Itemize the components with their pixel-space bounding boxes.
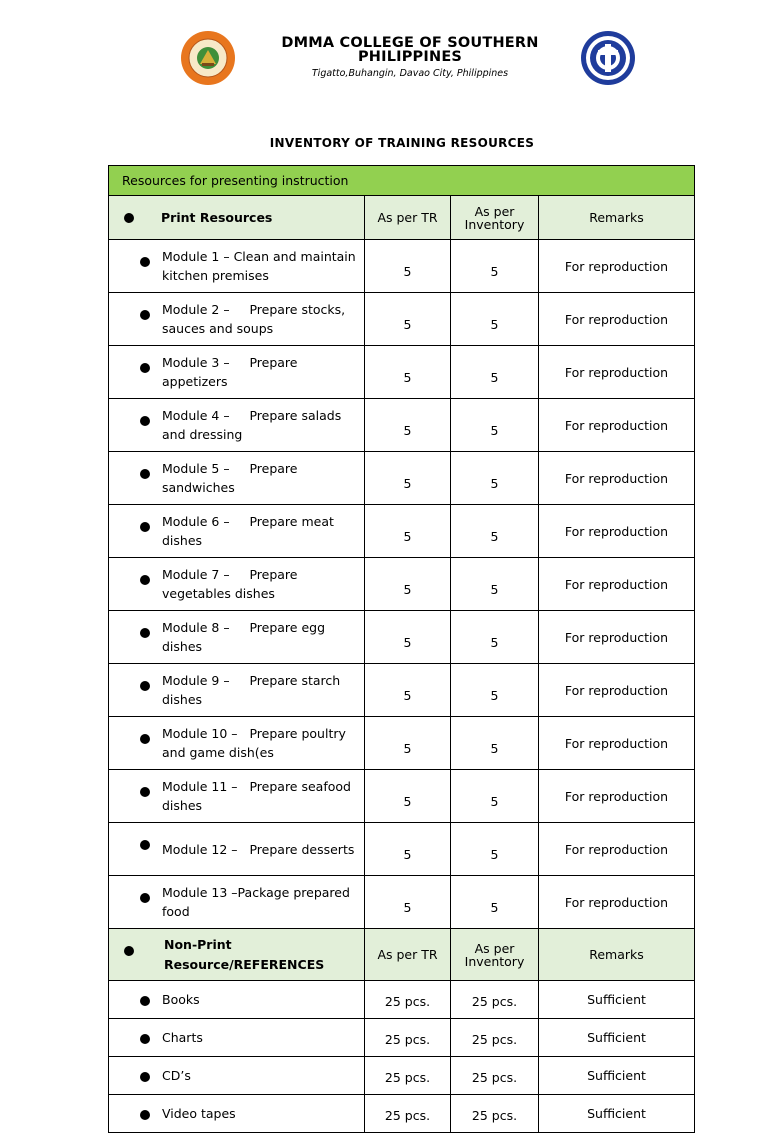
qty-as-per-inventory: 25 pcs. — [451, 1019, 539, 1057]
resource-name: Module 1 – Clean and maintain kitchen premises — [162, 249, 360, 283]
section-banner: Resources for presenting instruction — [109, 166, 695, 196]
col-as-per-inventory: As per Inventory — [451, 929, 539, 981]
resource-name: Module 8 – Prepare egg dishes — [162, 620, 330, 654]
bullet-icon — [140, 787, 150, 797]
resource-name-cell — [109, 876, 365, 929]
col-as-per-tr: As per TR — [365, 929, 451, 981]
bullet-icon — [140, 310, 150, 320]
qty-as-per-tr: 5 — [365, 611, 451, 664]
remarks-cell: For reproduction — [539, 876, 695, 929]
bullet-icon — [140, 1110, 150, 1120]
resource-name-cell — [109, 293, 365, 346]
qty-as-per-tr: 5 — [365, 823, 451, 876]
qty-as-per-tr: 25 pcs. — [365, 1019, 451, 1057]
remarks-cell: For reproduction — [539, 558, 695, 611]
qty-as-per-inventory: 5 — [451, 823, 539, 876]
table-row — [109, 558, 695, 611]
remarks-cell: For reproduction — [539, 452, 695, 505]
table-row — [109, 505, 695, 558]
banner-row — [109, 166, 695, 196]
qty-as-per-tr: 5 — [365, 240, 451, 293]
print-section-label: Print Resources — [161, 210, 273, 225]
remarks-cell: For reproduction — [539, 664, 695, 717]
table-row — [109, 452, 695, 505]
remarks-cell: Sufficient — [539, 1095, 695, 1133]
table-row — [109, 399, 695, 452]
qty-as-per-inventory: 5 — [451, 346, 539, 399]
qty-as-per-inventory: 5 — [451, 240, 539, 293]
resource-name-cell — [109, 823, 365, 876]
remarks-cell: Sufficient — [539, 981, 695, 1019]
table-row — [109, 876, 695, 929]
qty-as-per-tr: 5 — [365, 558, 451, 611]
remarks-cell: For reproduction — [539, 611, 695, 664]
bullet-icon — [140, 1072, 150, 1082]
qty-as-per-tr: 5 — [365, 293, 451, 346]
qty-as-per-inventory: 5 — [451, 558, 539, 611]
remarks-cell: Sufficient — [539, 1019, 695, 1057]
resource-name: Module 11 – Prepare seafood dishes — [162, 779, 355, 813]
qty-as-per-inventory: 25 pcs. — [451, 1095, 539, 1133]
resource-name-cell — [109, 346, 365, 399]
resource-name-cell — [109, 399, 365, 452]
qty-as-per-inventory: 5 — [451, 876, 539, 929]
qty-as-per-tr: 25 pcs. — [365, 981, 451, 1019]
school-address: Tigatto,Buhangin, Davao City, Philippines — [311, 68, 509, 79]
school-name: DMMA COLLEGE OF SOUTHERN PHILIPPINES — [281, 35, 539, 65]
bullet-icon — [140, 416, 150, 426]
bullet-icon — [140, 363, 150, 373]
resource-name: Module 9 – Prepare starch dishes — [162, 673, 345, 707]
qty-as-per-tr: 5 — [365, 770, 451, 823]
table-row — [109, 717, 695, 770]
bullet-icon — [140, 257, 150, 267]
table-row — [109, 1019, 695, 1057]
qty-as-per-inventory: 5 — [451, 770, 539, 823]
remarks-cell: For reproduction — [539, 505, 695, 558]
table-row — [109, 346, 695, 399]
resource-name: Module 10 – Prepare poultry and game dish(es — [162, 726, 350, 760]
qty-as-per-tr: 5 — [365, 876, 451, 929]
table-row — [109, 1095, 695, 1133]
table-row — [109, 664, 695, 717]
resource-name-cell — [109, 664, 365, 717]
remarks-cell: For reproduction — [539, 240, 695, 293]
resource-name-cell — [109, 611, 365, 664]
qty-as-per-tr: 5 — [365, 452, 451, 505]
college-seal-logo — [180, 30, 236, 86]
bullet-icon — [140, 996, 150, 1006]
qty-as-per-inventory: 5 — [451, 664, 539, 717]
resource-name-cell — [109, 770, 365, 823]
bullet-icon — [140, 681, 150, 691]
resource-name-cell — [109, 240, 365, 293]
bullet-icon — [140, 734, 150, 744]
resource-name: Module 7 – Prepare vegetables dishes — [162, 567, 302, 601]
remarks-cell: Sufficient — [539, 1057, 695, 1095]
remarks-cell: For reproduction — [539, 399, 695, 452]
qty-as-per-tr: 25 pcs. — [365, 1057, 451, 1095]
bullet-icon — [140, 840, 150, 850]
remarks-cell: For reproduction — [539, 770, 695, 823]
bullet-icon — [140, 575, 150, 585]
col-remarks: Remarks — [539, 929, 695, 981]
nonprint-section-header — [109, 929, 695, 981]
qty-as-per-tr: 5 — [365, 664, 451, 717]
resource-name: CD’s — [162, 1068, 191, 1083]
print-section-header — [109, 196, 695, 240]
bullet-icon — [140, 893, 150, 903]
resource-name-cell — [109, 505, 365, 558]
qty-as-per-inventory: 25 pcs. — [451, 1057, 539, 1095]
qty-as-per-inventory: 5 — [451, 452, 539, 505]
col-as-per-inventory: As per Inventory — [451, 196, 539, 240]
qty-as-per-tr: 5 — [365, 399, 451, 452]
resource-name: Module 2 – Prepare stocks, sauces and soups — [162, 302, 350, 336]
remarks-cell: For reproduction — [539, 293, 695, 346]
resource-name: Video tapes — [162, 1106, 236, 1121]
table-row — [109, 981, 695, 1019]
resource-name: Books — [162, 992, 200, 1007]
qty-as-per-tr: 5 — [365, 505, 451, 558]
table-row — [109, 293, 695, 346]
bullet-icon — [124, 946, 134, 956]
resource-name-cell — [109, 717, 365, 770]
table-row — [109, 1057, 695, 1095]
qty-as-per-tr: 25 pcs. — [365, 1095, 451, 1133]
qty-as-per-inventory: 5 — [451, 399, 539, 452]
bullet-icon — [140, 469, 150, 479]
print-section-label-cell — [109, 196, 365, 240]
col-remarks: Remarks — [539, 196, 695, 240]
table-row — [109, 611, 695, 664]
resource-name: Module 3 – Prepare appetizers — [162, 355, 302, 389]
resource-name-cell — [109, 1057, 365, 1095]
bullet-icon — [124, 213, 134, 223]
col-as-per-tr: As per TR — [365, 196, 451, 240]
qty-as-per-inventory: 5 — [451, 505, 539, 558]
resource-name-cell — [109, 558, 365, 611]
remarks-cell: For reproduction — [539, 346, 695, 399]
qty-as-per-inventory: 5 — [451, 717, 539, 770]
bullet-icon — [140, 1034, 150, 1044]
resource-name: Module 5 – Prepare sandwiches — [162, 461, 302, 495]
bullet-icon — [140, 522, 150, 532]
qty-as-per-inventory: 5 — [451, 611, 539, 664]
resource-name-cell — [109, 1019, 365, 1057]
nonprint-section-label-cell — [109, 929, 365, 981]
nonprint-section-label: Non-Print Resource/REFERENCES — [164, 936, 325, 972]
qty-as-per-inventory: 25 pcs. — [451, 981, 539, 1019]
table-row — [109, 770, 695, 823]
resource-name: Module 4 – Prepare salads and dressing — [162, 408, 346, 442]
resource-name: Module 6 – Prepare meat dishes — [162, 514, 338, 548]
qty-as-per-tr: 5 — [365, 717, 451, 770]
resource-name: Module 12 – Prepare desserts — [162, 841, 355, 857]
document-title: INVENTORY OF TRAINING RESOURCES — [269, 136, 535, 150]
resource-name-cell — [109, 452, 365, 505]
remarks-cell: For reproduction — [539, 823, 695, 876]
table-row — [109, 823, 695, 876]
qty-as-per-inventory: 5 — [451, 293, 539, 346]
training-resources-table — [108, 165, 695, 1133]
qty-as-per-tr: 5 — [365, 346, 451, 399]
remarks-cell: For reproduction — [539, 717, 695, 770]
agency-gear-logo — [580, 30, 636, 86]
resource-name: Charts — [162, 1030, 203, 1045]
resource-name-cell — [109, 1095, 365, 1133]
table-row — [109, 240, 695, 293]
resource-name: Module 13 –Package prepared food — [162, 885, 354, 919]
bullet-icon — [140, 628, 150, 638]
resource-name-cell — [109, 981, 365, 1019]
